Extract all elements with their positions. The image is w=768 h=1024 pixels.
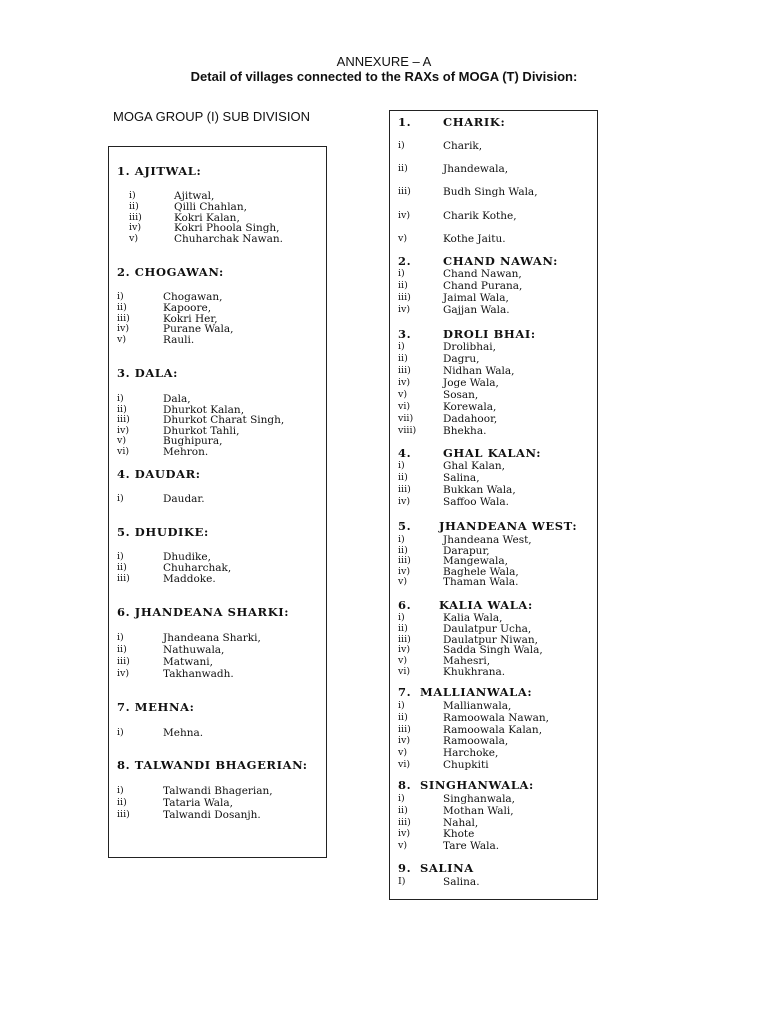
group-number: 4. bbox=[398, 446, 412, 460]
village-name: Mangewala, bbox=[443, 555, 508, 567]
village-name: Dadahoor, bbox=[443, 413, 498, 425]
village-number: iii) bbox=[117, 809, 130, 820]
group-number: 3. bbox=[398, 327, 412, 341]
village-number: iii) bbox=[129, 211, 142, 223]
village-number: iv) bbox=[117, 424, 130, 436]
village-number: iv) bbox=[398, 644, 411, 656]
village-name: Ramoowala Nawan, bbox=[443, 711, 550, 724]
group-heading: DROLI BHAI: bbox=[443, 327, 536, 341]
village-name: Takhanwadh. bbox=[163, 668, 234, 680]
group-number: 5. bbox=[398, 519, 412, 533]
village-name: Tare Wala. bbox=[443, 840, 500, 853]
village-name: Thaman Wala. bbox=[443, 576, 519, 588]
village-number: i) bbox=[398, 460, 405, 471]
village-number: v) bbox=[117, 334, 127, 346]
village-number: iii) bbox=[398, 292, 411, 303]
village-name: Ramoowala Kalan, bbox=[443, 723, 543, 736]
village-number: i) bbox=[398, 140, 405, 151]
group-heading: GHAL KALAN: bbox=[443, 446, 542, 460]
village-name: Daulatpur Niwan, bbox=[443, 633, 539, 646]
village-number: v) bbox=[129, 233, 139, 245]
group-heading: 7. MEHNA: bbox=[117, 700, 195, 714]
village-name: Charik, bbox=[443, 140, 483, 152]
village-name: Daudar. bbox=[163, 493, 205, 505]
right-village-list-box bbox=[389, 110, 598, 900]
village-number: vi) bbox=[398, 759, 411, 770]
group-heading: 8. TALWANDI BHAGERIAN: bbox=[117, 758, 308, 772]
group-heading: CHAND NAWAN: bbox=[443, 254, 558, 268]
village-name: Drolibhai, bbox=[443, 341, 496, 353]
village-name: Mothan Wali, bbox=[443, 804, 514, 817]
village-number: iii) bbox=[117, 656, 130, 667]
village-number: iv) bbox=[398, 209, 411, 221]
village-name: Tataria Wala, bbox=[163, 797, 233, 809]
village-name: Gajjan Wala. bbox=[443, 304, 510, 316]
village-name: Chuharchak Nawan. bbox=[174, 233, 283, 246]
village-name: Mallianwala, bbox=[443, 700, 512, 712]
subdivision-heading: MOGA GROUP (I) SUB DIVISION bbox=[113, 109, 310, 124]
village-number: i) bbox=[117, 393, 124, 404]
village-name: Joge Wala, bbox=[443, 377, 499, 389]
village-number: i) bbox=[117, 632, 124, 643]
village-number: iv) bbox=[398, 304, 411, 315]
village-number: v) bbox=[398, 389, 408, 400]
village-number: ii) bbox=[117, 301, 127, 313]
group-heading: 1. AJITWAL: bbox=[117, 164, 202, 178]
group-number: 6. bbox=[398, 598, 412, 612]
village-number: ii) bbox=[398, 472, 408, 483]
village-number: vi) bbox=[398, 666, 411, 677]
village-number: iii) bbox=[398, 633, 411, 645]
village-number: iii) bbox=[398, 816, 411, 828]
village-number: vi) bbox=[398, 401, 411, 412]
village-name: Maddoke. bbox=[163, 572, 216, 585]
village-name: Jhandewala, bbox=[443, 163, 509, 176]
group-heading: 3. DALA: bbox=[117, 366, 178, 380]
group-number: 7. bbox=[398, 685, 412, 699]
village-name: Mahesri, bbox=[443, 655, 491, 668]
village-number: v) bbox=[398, 232, 408, 244]
village-number: iii) bbox=[398, 186, 411, 198]
village-name: Mehna. bbox=[163, 727, 204, 739]
village-number: i) bbox=[398, 534, 405, 545]
village-number: v) bbox=[398, 840, 408, 852]
village-name: Sosan, bbox=[443, 389, 479, 401]
annexure-title: ANNEXURE – A bbox=[336, 54, 432, 69]
group-heading: 2. CHOGAWAN: bbox=[117, 265, 224, 279]
village-name: Chupkiti bbox=[443, 759, 489, 771]
village-name: Kalia Wala, bbox=[443, 612, 503, 624]
group-number: 9. bbox=[398, 861, 412, 875]
village-number: iv) bbox=[398, 377, 411, 388]
village-number: i) bbox=[398, 341, 405, 352]
group-number: 2. bbox=[398, 254, 412, 268]
village-name: Ramoowala, bbox=[443, 735, 509, 748]
village-number: ii) bbox=[398, 804, 408, 816]
village-name: Qilli Chahlan, bbox=[174, 200, 247, 213]
village-number: v) bbox=[117, 435, 127, 447]
village-number: ii) bbox=[117, 403, 127, 415]
village-number: iv) bbox=[398, 565, 411, 577]
village-number: ii) bbox=[117, 644, 127, 655]
group-heading: CHARIK: bbox=[443, 115, 506, 129]
village-name: Sadda Singh Wala, bbox=[443, 644, 543, 657]
village-name: Dagru, bbox=[443, 353, 480, 365]
village-name: Dhurkot Kalan, bbox=[163, 403, 245, 416]
village-number: i) bbox=[398, 612, 405, 623]
village-number: ii) bbox=[129, 200, 139, 212]
village-name: Khote bbox=[443, 828, 475, 841]
left-village-list-box bbox=[108, 146, 327, 858]
village-number: i) bbox=[117, 493, 124, 504]
group-heading: JHANDEANA WEST: bbox=[439, 519, 578, 533]
village-name: Budh Singh Wala, bbox=[443, 186, 538, 199]
village-number: viii) bbox=[398, 425, 417, 436]
village-number: iv) bbox=[398, 496, 411, 507]
village-name: Baghele Wala, bbox=[443, 565, 519, 578]
village-name: Ghal Kalan, bbox=[443, 460, 505, 472]
group-heading: 6. JHANDEANA SHARKI: bbox=[117, 605, 290, 619]
group-number: 8. bbox=[398, 778, 412, 792]
village-number: iii) bbox=[398, 555, 411, 566]
village-number: i) bbox=[117, 551, 124, 562]
village-number: i) bbox=[117, 291, 124, 302]
village-name: Chand Purana, bbox=[443, 280, 523, 292]
group-heading: 4. DAUDAR: bbox=[117, 467, 201, 481]
group-number: 1. bbox=[398, 115, 412, 129]
village-number: iv) bbox=[129, 222, 142, 234]
village-number: ii) bbox=[398, 711, 408, 723]
village-name: Mehron. bbox=[163, 446, 209, 458]
village-number: iv) bbox=[117, 323, 130, 335]
village-name: Jaimal Wala, bbox=[443, 292, 509, 304]
village-number: iii) bbox=[117, 312, 130, 324]
village-number: vi) bbox=[117, 446, 130, 457]
village-name: Bughipura, bbox=[163, 435, 223, 448]
village-number: i) bbox=[117, 727, 124, 738]
village-number: iii) bbox=[398, 365, 411, 376]
village-name: Darapur, bbox=[443, 544, 490, 557]
village-name: Nathuwala, bbox=[163, 644, 225, 656]
village-number: vii) bbox=[398, 413, 414, 424]
village-number: iv) bbox=[398, 828, 411, 840]
village-number: iii) bbox=[117, 572, 130, 584]
village-name: Nahal, bbox=[443, 816, 479, 829]
village-name: Chogawan, bbox=[163, 291, 223, 303]
village-number: iv) bbox=[117, 668, 130, 679]
village-number: ii) bbox=[398, 163, 408, 175]
village-number: I) bbox=[398, 876, 406, 887]
village-number: ii) bbox=[398, 544, 408, 556]
village-number: iii) bbox=[398, 723, 411, 735]
village-name: Chuharchak, bbox=[163, 561, 232, 574]
village-name: Talwandi Bhagerian, bbox=[163, 785, 273, 797]
village-name: Saffoo Wala. bbox=[443, 496, 509, 508]
village-number: ii) bbox=[398, 280, 408, 291]
village-name: Bhekha. bbox=[443, 425, 487, 437]
village-name: Purane Wala, bbox=[163, 323, 234, 336]
village-name: Ajitwal, bbox=[174, 190, 215, 202]
village-number: v) bbox=[398, 655, 408, 667]
village-name: Nidhan Wala, bbox=[443, 365, 515, 377]
village-name: Salina, bbox=[443, 472, 480, 484]
village-name: Korewala, bbox=[443, 401, 497, 413]
village-number: ii) bbox=[398, 622, 408, 634]
village-name: Singhanwala, bbox=[443, 793, 516, 805]
village-number: i) bbox=[398, 268, 405, 279]
group-heading: KALIA WALA: bbox=[439, 598, 533, 612]
village-name: Salina. bbox=[443, 876, 480, 888]
village-name: Kapoore, bbox=[163, 301, 212, 314]
village-name: Kokri Kalan, bbox=[174, 211, 240, 224]
village-name: Dhudike, bbox=[163, 551, 211, 563]
village-number: ii) bbox=[117, 561, 127, 573]
village-number: iii) bbox=[398, 484, 411, 495]
village-name: Kokri Her, bbox=[163, 312, 218, 325]
village-number: v) bbox=[398, 576, 408, 587]
village-number: iv) bbox=[398, 735, 411, 747]
village-number: i) bbox=[129, 190, 136, 201]
village-number: ii) bbox=[398, 353, 408, 364]
village-name: Matwani, bbox=[163, 656, 213, 668]
village-name: Daulatpur Ucha, bbox=[443, 622, 532, 635]
group-heading: SALINA bbox=[420, 861, 474, 875]
group-heading: MALLIANWALA: bbox=[420, 685, 533, 699]
village-number: iii) bbox=[117, 414, 130, 426]
village-name: Chand Nawan, bbox=[443, 268, 522, 280]
village-number: i) bbox=[398, 793, 405, 804]
village-name: Charik Kothe, bbox=[443, 209, 517, 222]
village-name: Jhandeana West, bbox=[443, 534, 532, 546]
village-name: Talwandi Dosanjh. bbox=[163, 809, 261, 821]
village-name: Rauli. bbox=[163, 334, 195, 347]
group-heading: 5. DHUDIKE: bbox=[117, 525, 209, 539]
village-number: ii) bbox=[117, 797, 127, 808]
village-number: v) bbox=[398, 747, 408, 759]
document-subtitle: Detail of villages connected to the RAXs of MOGA (T) Division: bbox=[190, 69, 578, 84]
village-name: Khukhrana. bbox=[443, 666, 506, 678]
group-heading: SINGHANWALA: bbox=[420, 778, 534, 792]
village-name: Dhurkot Charat Singh, bbox=[163, 414, 285, 427]
village-name: Dala, bbox=[163, 393, 191, 405]
village-name: Dhurkot Tahli, bbox=[163, 424, 240, 437]
village-name: Harchoke, bbox=[443, 747, 499, 760]
village-number: i) bbox=[398, 700, 405, 711]
village-number: i) bbox=[117, 785, 124, 796]
village-name: Bukkan Wala, bbox=[443, 484, 516, 496]
village-name: Kothe Jaitu. bbox=[443, 232, 506, 245]
village-name: Jhandeana Sharki, bbox=[163, 632, 261, 644]
village-name: Kokri Phoola Singh, bbox=[174, 222, 280, 235]
